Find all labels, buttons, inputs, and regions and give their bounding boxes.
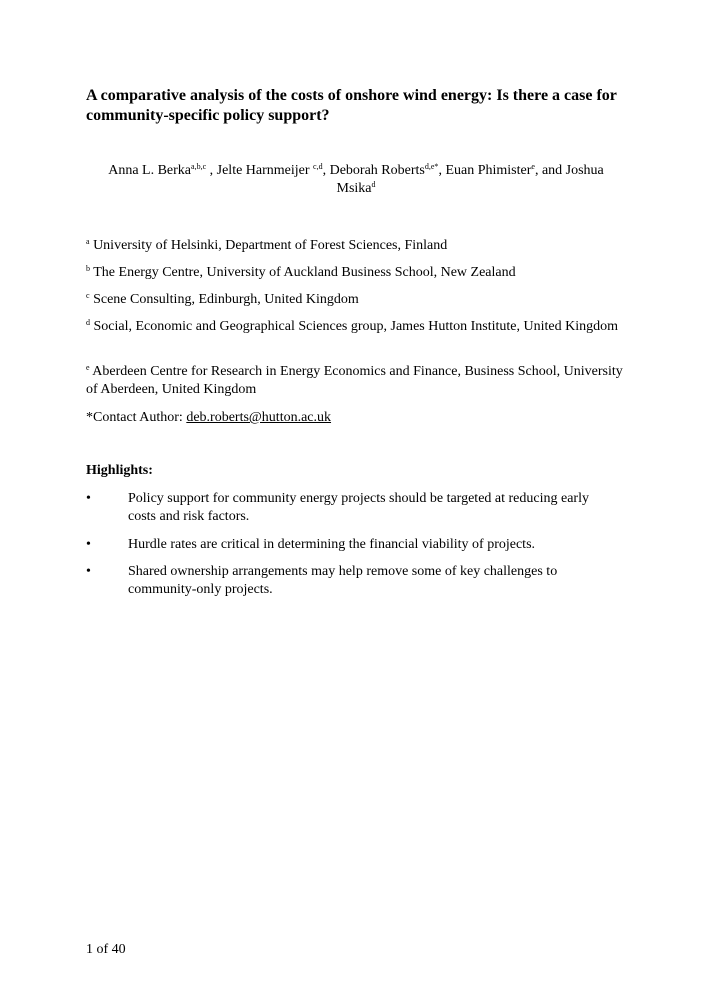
affiliation-mark: d <box>86 318 90 327</box>
affiliation-mark: e <box>86 363 90 372</box>
affiliation-d <box>86 318 626 336</box>
author-line-1 <box>86 162 626 180</box>
bullet-icon: • <box>86 537 91 552</box>
author-list <box>86 162 626 198</box>
affiliation-e <box>86 363 626 399</box>
author-separator: , <box>206 163 217 178</box>
highlight-text: Hurdle rates are critical in determining the financial viability of projects. <box>128 537 536 552</box>
bullet-icon: • <box>86 491 91 506</box>
author-name: Msika <box>336 181 372 196</box>
author-affiliation-marks: c,d <box>313 162 323 171</box>
affiliation-text: Social, Economic and Geographical Sciences group, James Hutton Institute, United Kingdom <box>93 319 618 334</box>
author-name: Jelte Harnmeijer <box>216 163 314 178</box>
author-separator: , <box>438 163 446 178</box>
highlights-heading: Highlights: <box>86 463 153 478</box>
author-name: Anna L. Berka <box>108 163 192 178</box>
bullet-icon: • <box>86 564 91 579</box>
author-affiliation-marks: d <box>371 180 376 189</box>
highlight-text: Shared ownership arrangements may help remove some of key challenges to community-only projects. <box>128 564 558 597</box>
author-line-2 <box>86 180 626 198</box>
paper-title <box>86 86 626 126</box>
affiliation-text: University of Helsinki, Department of Forest Sciences, Finland <box>93 238 448 253</box>
affiliation-text: Scene Consulting, Edinburgh, United Kingdom <box>93 292 359 307</box>
author-name: Euan Phimister <box>445 163 532 178</box>
affiliation-mark: a <box>86 237 90 246</box>
author-separator: , <box>322 163 330 178</box>
affiliation-text: The Energy Centre, University of Auckland Business School, New Zealand <box>93 265 516 280</box>
affiliation-c <box>86 291 626 309</box>
affiliation-text: Aberdeen Centre for Research in Energy Economics and Finance, Business School, University of Aberdeen, United Kingdom <box>86 364 623 397</box>
affiliation-b <box>86 264 626 282</box>
author-affiliation-marks: e <box>531 162 535 171</box>
affiliation-a <box>86 237 626 255</box>
highlight-text: Policy support for community energy projects should be targeted at reducing early costs and risk factors. <box>128 491 589 524</box>
affiliation-mark: c <box>86 291 90 300</box>
contact-author <box>86 409 331 427</box>
title-line-1: A comparative analysis of the costs of onshore wind energy: Is there a case for <box>86 87 617 104</box>
affiliation-mark: b <box>86 264 90 273</box>
contact-email-link[interactable]: deb.roberts@hutton.ac.uk <box>186 410 332 425</box>
page-number: 1 of 40 <box>86 942 126 957</box>
title-line-2: community-specific policy support? <box>86 107 330 124</box>
author-affiliation-marks: a,b,c <box>191 162 207 171</box>
contact-label: *Contact Author: <box>86 410 187 425</box>
author-name: Deborah Roberts <box>329 163 425 178</box>
author-affiliation-marks: d,e* <box>424 162 439 171</box>
author-separator: , and Joshua <box>534 163 604 178</box>
